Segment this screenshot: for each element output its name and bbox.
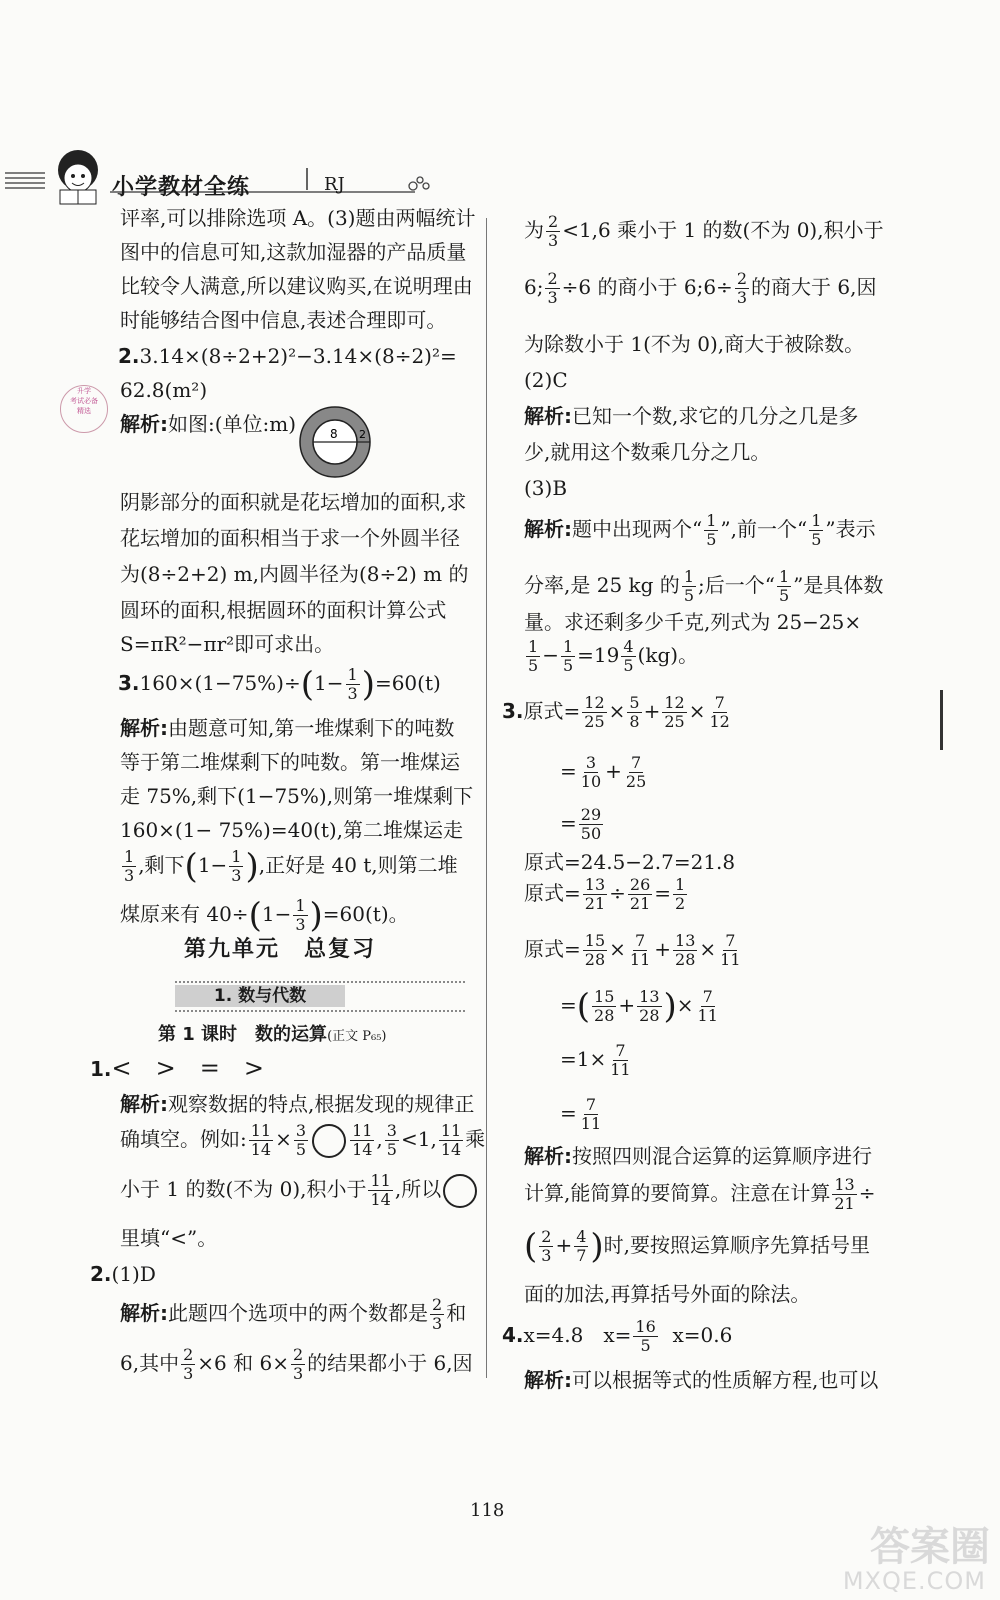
analysis-line: 解析:题中出现两个“ $\frac{1}{5}$ ”,前一个“ $\frac{1}{5}$ ”表示 (524, 511, 876, 549)
text-line: 面的加法,再算括号外面的除法。 (524, 1282, 811, 1306)
figure-label-8: 8 (330, 427, 338, 441)
q2-answer-line2: 62.8(m²) (120, 378, 208, 402)
header-edition: RJ (324, 174, 345, 195)
q4-answer: 4.x=4.8 x= $\frac{16}{5}$ x=0.6 (502, 1317, 733, 1355)
text-line: $\frac{1}{5}$ − $\frac{1}{5}$ =19 $\frac{4}{5}$ (kg)。 (528, 637, 699, 675)
text-line: 小于 1 的数(不为 0),积小于 $\frac{11}{14}$ ,所以 (120, 1172, 479, 1209)
watermark-logo: 答案圈 (870, 1524, 990, 1570)
q3-step: =( $\frac{15}{28}$ + $\frac{13}{28}$ )× $\frac{7}{11}$ (560, 986, 718, 1027)
text-line: 花坛增加的面积相当于求一个外圆半径 (120, 526, 460, 550)
unit-title: 第九单元 总复习 (183, 937, 376, 962)
text-line: 量。求还剩多少千克,列式为 25−25× (524, 610, 862, 634)
text-line: 分率,是 25 kg 的 $\frac{1}{5}$ ;后一个“ $\frac{1}{5}$ ”是具体数 (524, 567, 884, 605)
answer-2c: (2)C (524, 368, 568, 392)
s1-answer: 1.< > = > (90, 1054, 264, 1082)
s2-answer: 2.(1)D (90, 1262, 156, 1286)
page-edge-mark (940, 690, 943, 750)
text-line: 6; $\frac{2}{3}$ ÷6 的商小于 6;6÷ $\frac{2}{3}$ 的商大于 6,因 (524, 269, 877, 307)
text-line: 确填空。例如: $\frac{11}{14}$ × $\frac{3}{5}$ $\frac{11}{14}$ , $\frac{3}{5}$ <1, $\frac{11}{14}$ 乘 (120, 1121, 486, 1159)
text-line: 煤原来有 40÷(1− $\frac{1}{3}$ )=60(t)。 (120, 895, 409, 936)
q3-answer: 3.160×(1−75%)÷(1− $\frac{1}{3}$ )=60(t) (118, 664, 441, 705)
stamp-icon: 升学 考试必备 精选 (60, 385, 108, 433)
text-line: 评率,可以排除选项 A。(3)题由两幅统计 (120, 206, 476, 230)
text-line: 阴影部分的面积就是花坛增加的面积,求 (120, 490, 467, 514)
text-line: 比较令人满意,所以建议购买,在说明理由 (120, 274, 473, 298)
text-line: 6,其中 $\frac{2}{3}$ ×6 和 6× $\frac{2}{3}$ 的结果都小于 6,因 (120, 1345, 473, 1383)
s2-analysis: 解析:此题四个选项中的两个数都是 $\frac{2}{3}$ 和 (120, 1295, 467, 1333)
q3-step: =1× $\frac{7}{11}$ (560, 1041, 631, 1079)
text-line: 里填“<”。 (120, 1226, 218, 1250)
answer-3b: (3)B (524, 476, 568, 500)
text-line: S=πR²−πr²即可求出。 (120, 632, 335, 656)
analysis-line: 解析:已知一个数,求它的几分之几是多 (524, 404, 859, 428)
analysis-line: 解析:按照四则混合运算的运算顺序进行 (524, 1144, 872, 1168)
lesson-title: 第 1 课时 数的运算(正文 P₆₅) (158, 1024, 387, 1045)
q3-expression-2: 原式=24.5−2.7=21.8 (524, 850, 736, 874)
s1-analysis: 解析:观察数据的特点,根据发现的规律正 (120, 1092, 475, 1116)
figure-label-2: 2 (359, 428, 366, 441)
q3-expression-1: 3.原式= $\frac{12}{25}$ × $\frac{5}{8}$ + $\frac{12}{25}$ × $\frac{7}{12}$ (502, 693, 730, 731)
text-line: 为除数小于 1(不为 0),商大于被除数。 (524, 332, 865, 356)
text-line: 圆环的面积,根据圆环的面积计算公式 (120, 598, 447, 622)
text-line: 图中的信息可知,这款加湿器的产品质量 (120, 240, 467, 264)
q3-step: = $\frac{3}{10}$ + $\frac{7}{25}$ (560, 753, 647, 791)
q3-analysis-line: 解析:由题意可知,第一堆煤剩下的吨数 (120, 716, 455, 740)
text-line: 为(8÷2+2) m,内圆半径为(8÷2) m 的 (120, 562, 469, 586)
text-line: 时能够结合图中信息,表述合理即可。 (120, 308, 447, 332)
text-line: $\frac{1}{3}$ ,剩下(1− $\frac{1}{3}$ ),正好是 40 t,则第二堆 (124, 846, 458, 887)
header-title: 小学教材全练 (112, 175, 251, 200)
text-line: 等于第二堆煤剩下的吨数。第一堆煤运 (120, 750, 460, 774)
q2-answer-line1: 2.3.14×(8÷2+2)²−3.14×(8÷2)²= (118, 344, 457, 368)
text-line: 少,就用这个数乘几分之几。 (524, 440, 771, 464)
q2-analysis: 解析:如图:(单位:m) (120, 412, 297, 436)
text-line: 走 75%,剩下(1−75%),则第一堆煤剩下 (120, 784, 474, 808)
section-title: 1. 数与代数 (175, 985, 345, 1007)
q3-expression-3: 原式= $\frac{13}{21}$ ÷ $\frac{26}{21}$ = $\frac{1}{2}$ (524, 875, 686, 913)
text-line: 计算,能简算的要简算。注意在计算 $\frac{13}{21}$ ÷ (524, 1175, 876, 1213)
q3-step: = $\frac{7}{11}$ (560, 1095, 602, 1133)
analysis-line: 解析:可以根据等式的性质解方程,也可以 (524, 1368, 879, 1392)
page-number: 118 (470, 1500, 505, 1521)
text-line: 160×(1− 75%)=40(t),第二堆煤运走 (120, 818, 464, 842)
q3-expression-4: 原式= $\frac{15}{28}$ × $\frac{7}{11}$ + $\frac{13}{28}$ × $\frac{7}{11}$ (524, 931, 741, 969)
q3-step: = $\frac{29}{50}$ (560, 805, 602, 843)
text-line: ( $\frac{2}{3}$ + $\frac{4}{7}$ )时,要按照运算顺序先算括号里 (524, 1226, 871, 1267)
watermark-url: MXQE.COM (842, 1567, 986, 1595)
text-line: 为 $\frac{2}{3}$ <1,6 乘小于 1 的数(不为 0),积小于 (524, 212, 884, 250)
